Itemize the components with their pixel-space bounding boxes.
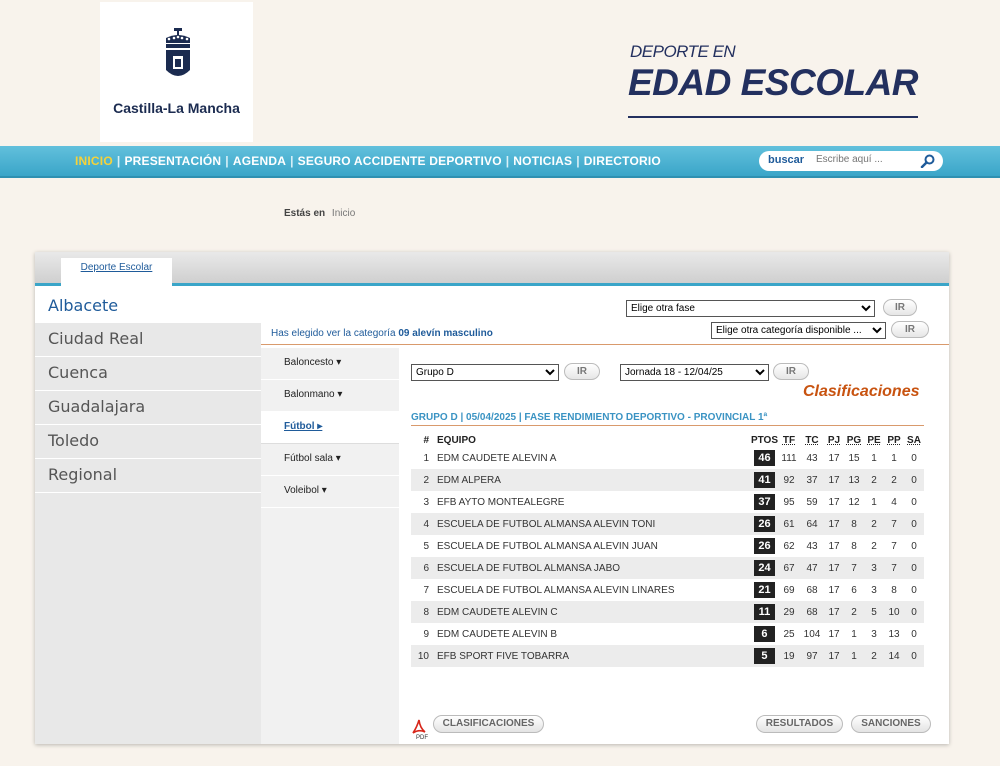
- cell-tc: 104: [803, 628, 821, 640]
- cell-pe: 3: [871, 628, 877, 640]
- cell-pe: 3: [864, 557, 884, 579]
- cell-pg: 7: [844, 557, 864, 579]
- col-pp: PP: [887, 434, 901, 446]
- table-row: [411, 623, 924, 645]
- cell-ptos: [751, 491, 778, 513]
- cell-tc: 47: [800, 557, 824, 579]
- standings-table: [411, 433, 924, 667]
- cell-ptos: [751, 469, 778, 491]
- cell-sa: 0: [904, 513, 924, 535]
- group-divider: [411, 425, 924, 426]
- cell-pg: 8: [844, 513, 864, 535]
- province-ciudad-real[interactable]: Ciudad Real: [35, 323, 261, 357]
- cell-pp: 1: [891, 452, 897, 464]
- nav-noticias[interactable]: NOTICIAS: [513, 154, 573, 168]
- cell-pg: 8: [851, 540, 857, 552]
- sport-voleibol[interactable]: Voleibol ▾: [261, 476, 399, 508]
- table-row: [411, 535, 924, 557]
- cell-pp: 7: [884, 513, 904, 535]
- clasificaciones-title: Clasificaciones: [803, 383, 920, 400]
- cell-team: ESCUELA DE FUTBOL ALMANSA ALEVIN JUAN: [437, 540, 658, 552]
- cell-rank: 5: [423, 540, 429, 552]
- cell-pe: 2: [864, 513, 884, 535]
- cell-rank: 8: [411, 601, 433, 623]
- cell-tc: 37: [800, 469, 824, 491]
- cell-pp: 7: [891, 540, 897, 552]
- cell-pe: 1: [871, 452, 877, 464]
- cell-ptos: [751, 601, 778, 623]
- points-badge: 11: [754, 604, 775, 620]
- cell-pe: 3: [871, 584, 877, 596]
- points-badge: 6: [754, 626, 775, 642]
- group-header: GRUPO D | 05/04/2025 | FASE RENDIMIENTO DEPORTIVO - PROVINCIAL 1ª: [411, 412, 768, 423]
- cell-pp: 14: [884, 645, 904, 667]
- sport-futbol[interactable]: Fútbol ▸: [261, 412, 399, 444]
- points-badge: 46: [754, 450, 775, 466]
- cell-pg: 2: [844, 601, 864, 623]
- cell-pg: 13: [844, 469, 864, 491]
- jornada-ir-button[interactable]: IR: [773, 363, 809, 380]
- nav-inicio[interactable]: INICIO: [75, 154, 113, 168]
- cell-pp: 4: [891, 496, 897, 508]
- nav-separator: |: [576, 154, 580, 168]
- cell-sa: 0: [904, 469, 924, 491]
- cell-ptos: [751, 623, 778, 645]
- cell-team: EDM ALPERA: [433, 469, 751, 491]
- cell-ptos: [751, 645, 778, 667]
- category-prefix: Has elegido ver la categoría: [271, 328, 396, 339]
- col-sa: SA: [907, 434, 921, 446]
- cell-sa: 0: [911, 452, 917, 464]
- cell-tc: 43: [806, 452, 818, 464]
- cell-rank: 9: [423, 628, 429, 640]
- col-pj: PJ: [827, 434, 841, 446]
- cell-team: ESCUELA DE FUTBOL ALMANSA JABO: [433, 557, 751, 579]
- cell-pe: 2: [864, 469, 884, 491]
- castilla-la-mancha-logo[interactable]: [100, 2, 253, 142]
- cell-rank: 10: [411, 645, 433, 667]
- category-text: [271, 328, 493, 339]
- province-cuenca[interactable]: Cuenca: [35, 357, 261, 391]
- tab-deporte-escolar[interactable]: Deporte Escolar: [61, 258, 172, 289]
- cell-pg: 15: [848, 452, 860, 464]
- cell-rank: 3: [423, 496, 429, 508]
- cell-pj: 17: [824, 601, 844, 623]
- cell-pj: 17: [824, 469, 844, 491]
- points-badge: 26: [754, 516, 775, 532]
- cell-pj: 17: [828, 540, 840, 552]
- cell-tc: 97: [800, 645, 824, 667]
- cell-pg: 12: [848, 496, 860, 508]
- cell-pg: 1: [844, 645, 864, 667]
- cell-pe: 2: [864, 645, 884, 667]
- province-albacete[interactable]: Albacete: [35, 289, 261, 323]
- categoria-select[interactable]: [711, 322, 886, 339]
- province-regional[interactable]: Regional: [35, 459, 261, 493]
- sport-futbol-sala[interactable]: Fútbol sala ▾: [261, 444, 399, 476]
- cell-tf: 19: [778, 645, 800, 667]
- category-value: 09 alevín masculino: [398, 328, 493, 339]
- cell-rank: 1: [423, 452, 429, 464]
- province-toledo[interactable]: Toledo: [35, 425, 261, 459]
- cell-sa: 0: [911, 584, 917, 596]
- pdf-caption: PDF: [416, 735, 428, 741]
- search-box: [759, 151, 943, 171]
- cell-pj: 17: [828, 584, 840, 596]
- category-divider: [261, 344, 949, 345]
- cell-pe: 1: [871, 496, 877, 508]
- cell-pp: 13: [888, 628, 900, 640]
- col-pg: PG: [846, 434, 862, 446]
- table-row: [411, 469, 924, 491]
- col-rank: #: [423, 434, 429, 446]
- cell-ptos: [751, 557, 778, 579]
- points-badge: 24: [754, 560, 775, 576]
- cell-pp: 8: [891, 584, 897, 596]
- fase-select[interactable]: [626, 300, 875, 317]
- cell-sa: 0: [911, 496, 917, 508]
- search-icon[interactable]: [920, 154, 936, 168]
- cell-tc: 68: [806, 584, 818, 596]
- nav-separator: |: [290, 154, 294, 168]
- cell-team: EFB AYTO MONTEALEGRE: [437, 496, 565, 508]
- cell-rank: 7: [423, 584, 429, 596]
- cell-pj: 17: [828, 452, 840, 464]
- points-badge: 41: [754, 472, 775, 488]
- nav-seguro[interactable]: SEGURO ACCIDENTE DEPORTIVO: [297, 154, 502, 168]
- cell-tf: 62: [783, 540, 795, 552]
- table-row: [411, 579, 924, 601]
- points-badge: 5: [754, 648, 775, 664]
- nav-directorio[interactable]: DIRECTORIO: [583, 154, 661, 168]
- cell-pj: 17: [824, 557, 844, 579]
- nav-separator: |: [505, 154, 510, 168]
- table-header-row: [411, 433, 924, 447]
- resultados-button[interactable]: RESULTADOS: [756, 715, 843, 733]
- nav-agenda[interactable]: AGENDA: [232, 154, 287, 168]
- table-row: [411, 645, 924, 667]
- points-badge: 37: [754, 494, 775, 510]
- cell-pj: 17: [828, 496, 840, 508]
- breadcrumb-prefix: Estás en: [284, 208, 326, 219]
- cell-tf: 111: [781, 452, 797, 464]
- cell-pj: 17: [824, 513, 844, 535]
- main-panel: [35, 252, 949, 744]
- cell-sa: 0: [911, 628, 917, 640]
- nav-separator: |: [116, 154, 121, 168]
- table-row: [411, 447, 924, 469]
- crest-icon: [163, 28, 193, 84]
- cell-ptos: [751, 535, 778, 557]
- cell-tf: 29: [778, 601, 800, 623]
- province-guadalajara[interactable]: Guadalajara: [35, 391, 261, 425]
- categoria-ir-button[interactable]: IR: [891, 321, 929, 338]
- cell-tf: 67: [778, 557, 800, 579]
- col-tc: TC: [805, 434, 819, 446]
- cell-ptos: [751, 513, 778, 535]
- points-badge: 21: [754, 582, 775, 598]
- cell-team: EFB SPORT FIVE TOBARRA: [433, 645, 751, 667]
- cell-rank: 6: [411, 557, 433, 579]
- cell-team: EDM CAUDETE ALEVIN A: [437, 452, 557, 464]
- table-row: [411, 491, 924, 513]
- sport-balonmano[interactable]: Balonmano ▾: [261, 380, 399, 412]
- cell-sa: 0: [904, 557, 924, 579]
- sport-baloncesto[interactable]: Baloncesto ▾: [261, 348, 399, 380]
- cell-team: ESCUELA DE FUTBOL ALMANSA ALEVIN TONI: [433, 513, 751, 535]
- cell-pg: 6: [851, 584, 857, 596]
- sanciones-button[interactable]: SANCIONES: [851, 715, 931, 733]
- cell-tc: 59: [806, 496, 818, 508]
- cell-ptos: [751, 579, 778, 601]
- cell-tf: 92: [778, 469, 800, 491]
- cell-rank: 2: [411, 469, 433, 491]
- fase-ir-button[interactable]: IR: [883, 299, 917, 316]
- clasificaciones-button[interactable]: CLASIFICACIONES: [433, 715, 544, 733]
- nav-separator: |: [225, 154, 229, 168]
- col-equipo: EQUIPO: [437, 434, 476, 446]
- cell-ptos: [751, 447, 778, 469]
- jornada-select[interactable]: [620, 364, 769, 381]
- cell-tf: 61: [778, 513, 800, 535]
- province-sidebar: [35, 289, 261, 744]
- panel-tabbar: [35, 252, 949, 286]
- brand-line-2: EDAD ESCOLAR: [628, 62, 919, 103]
- standings-body: [411, 447, 924, 667]
- brand-line-1: DEPORTE EN: [630, 42, 736, 61]
- search-input[interactable]: [816, 154, 914, 165]
- cell-team: EDM CAUDETE ALEVIN C: [433, 601, 751, 623]
- table-row: [411, 557, 924, 579]
- cell-pj: 17: [824, 645, 844, 667]
- cell-rank: 4: [411, 513, 433, 535]
- points-badge: 26: [754, 538, 775, 554]
- table-row: [411, 601, 924, 623]
- cell-pj: 17: [828, 628, 840, 640]
- cell-pp: 7: [884, 557, 904, 579]
- table-row: [411, 513, 924, 535]
- nav-presentacion[interactable]: PRESENTACIÓN: [124, 154, 222, 168]
- cell-tf: 25: [783, 628, 795, 640]
- logo-text: Castilla-La Mancha: [113, 100, 240, 116]
- cell-sa: 0: [904, 645, 924, 667]
- cell-tc: 68: [800, 601, 824, 623]
- cell-tf: 69: [783, 584, 795, 596]
- cell-pe: 2: [871, 540, 877, 552]
- cell-tc: 43: [806, 540, 818, 552]
- brand-rule: [628, 116, 918, 118]
- col-tf: TF: [782, 434, 796, 446]
- cell-pg: 1: [851, 628, 857, 640]
- cell-pp: 10: [884, 601, 904, 623]
- col-ptos: PTOS: [750, 434, 778, 446]
- sports-menu: [261, 348, 399, 744]
- cell-sa: 0: [904, 601, 924, 623]
- col-pe: PE: [867, 434, 881, 446]
- grupo-ir-button[interactable]: IR: [564, 363, 600, 380]
- search-label: buscar: [768, 154, 805, 166]
- cell-pe: 5: [864, 601, 884, 623]
- grupo-select[interactable]: [411, 364, 559, 381]
- cell-team: ESCUELA DE FUTBOL ALMANSA ALEVIN LINARES: [437, 584, 675, 596]
- cell-tf: 95: [783, 496, 795, 508]
- cell-sa: 0: [911, 540, 917, 552]
- breadcrumb: [284, 208, 355, 219]
- cell-pp: 2: [884, 469, 904, 491]
- cell-team: EDM CAUDETE ALEVIN B: [437, 628, 558, 640]
- breadcrumb-home[interactable]: Inicio: [331, 208, 356, 219]
- cell-tc: 64: [800, 513, 824, 535]
